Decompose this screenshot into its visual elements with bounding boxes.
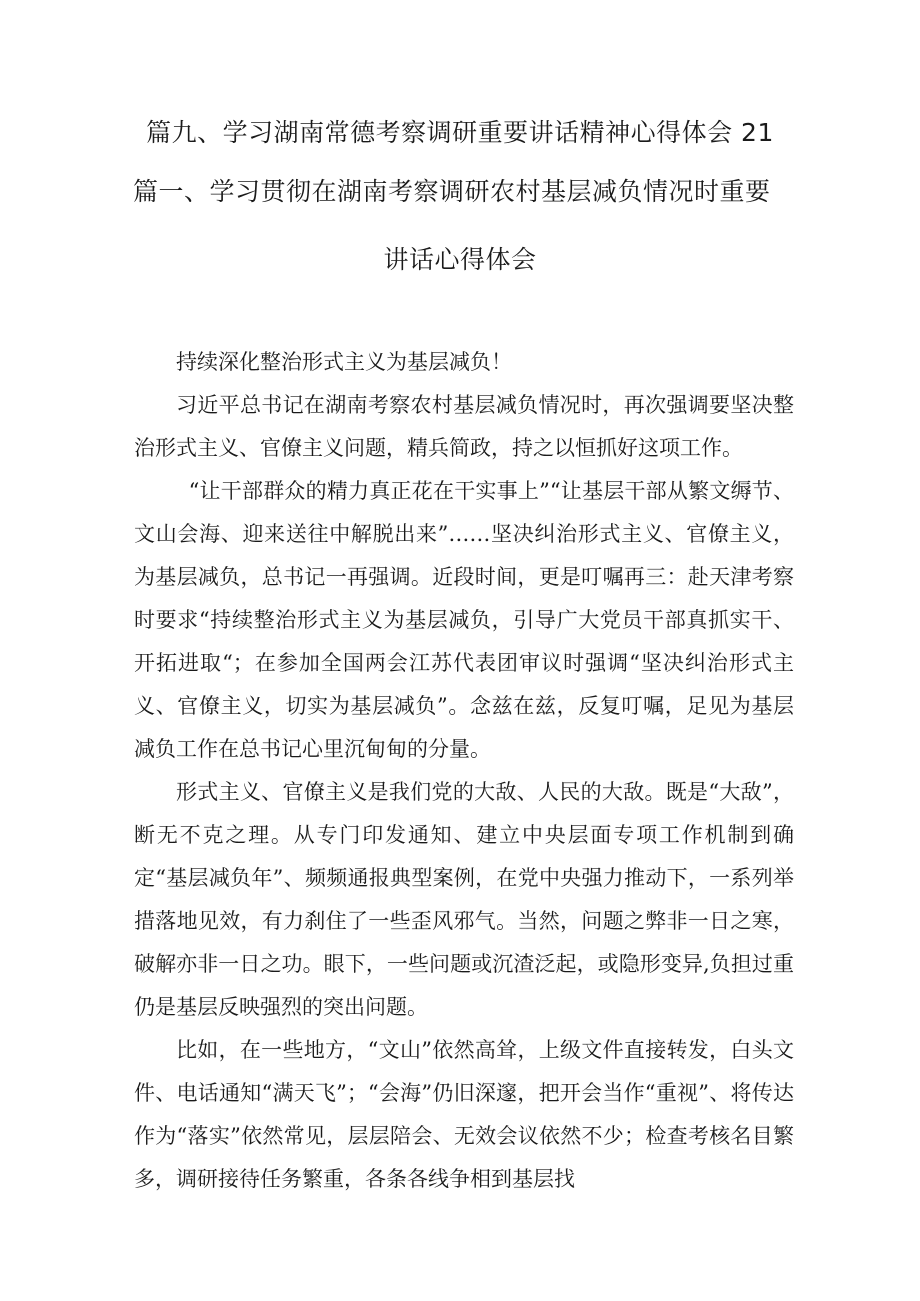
article-title-line-1: 篇一、学习贯彻在湖南考察调研农村基层减负情况时重要 bbox=[133, 177, 771, 206]
body-paragraph: 形式主义、官僚主义是我们党的大敌、人民的大敌。既是“大敌”，断无不克之理。从专门印发通知、建立中央层面专项工作机制到确定“基层减负年”、频频通报典型案例，在党中央强力推动下，一系列举措落地见效，有力刹住了一些歪风邪气。当然，问题之弊非一日之寒，破解亦非一日之功。眼下，一些问题或沉渣泛起，或隐形变异,负担过重仍是基层反映强烈的突出问题。 bbox=[134, 780, 794, 1019]
body-paragraph: “让干部群众的精力真正花在干实事上”“让基层干部从繁文缛节、文山会海、迎来送往中解脱出来”……坚决纠治形式主义、官僚主义，为基层减负，总书记一再强调。近段时间，更是叮嘱再三：赴天津考察时要求“持续整治形式主义为基层减负，引导广大党员干部真抓实干、开拓进取“；在参加全国两会江苏代表团审议时强调“坚决纠治形式主义、官僚主义，切实为基层减负”。念兹在兹，反复叮嘱，足见为基层减负工作在总书记心里沉甸甸的分量。 bbox=[134, 479, 794, 761]
article-body bbox=[134, 341, 794, 1201]
body-paragraph: 持续深化整治形式主义为基层减负！ bbox=[176, 350, 512, 374]
body-paragraph: 比如，在一些地方，“文山”依然高耸，上级文件直接转发，白头文件、电话通知“满天飞”；“会海”仍旧深邃，把开会当作“重视”、将传达作为“落实”依然常见，层层陪会、无效会议依然不少；检查考核名目繁多，调研接待任务繁重，各条各线争相到基层找 bbox=[134, 1038, 794, 1191]
toc-entry: 篇九、学习湖南常德考察调研重要讲话精神心得体会 21 bbox=[146, 118, 774, 147]
body-paragraph: 习近平总书记在湖南考察农村基层减负情况时，再次强调要坚决整治形式主义、官僚主义问题，精兵简政，持之以恒抓好这项工作。 bbox=[134, 393, 794, 460]
article-title-line-2: 讲话心得体会 bbox=[383, 245, 537, 274]
